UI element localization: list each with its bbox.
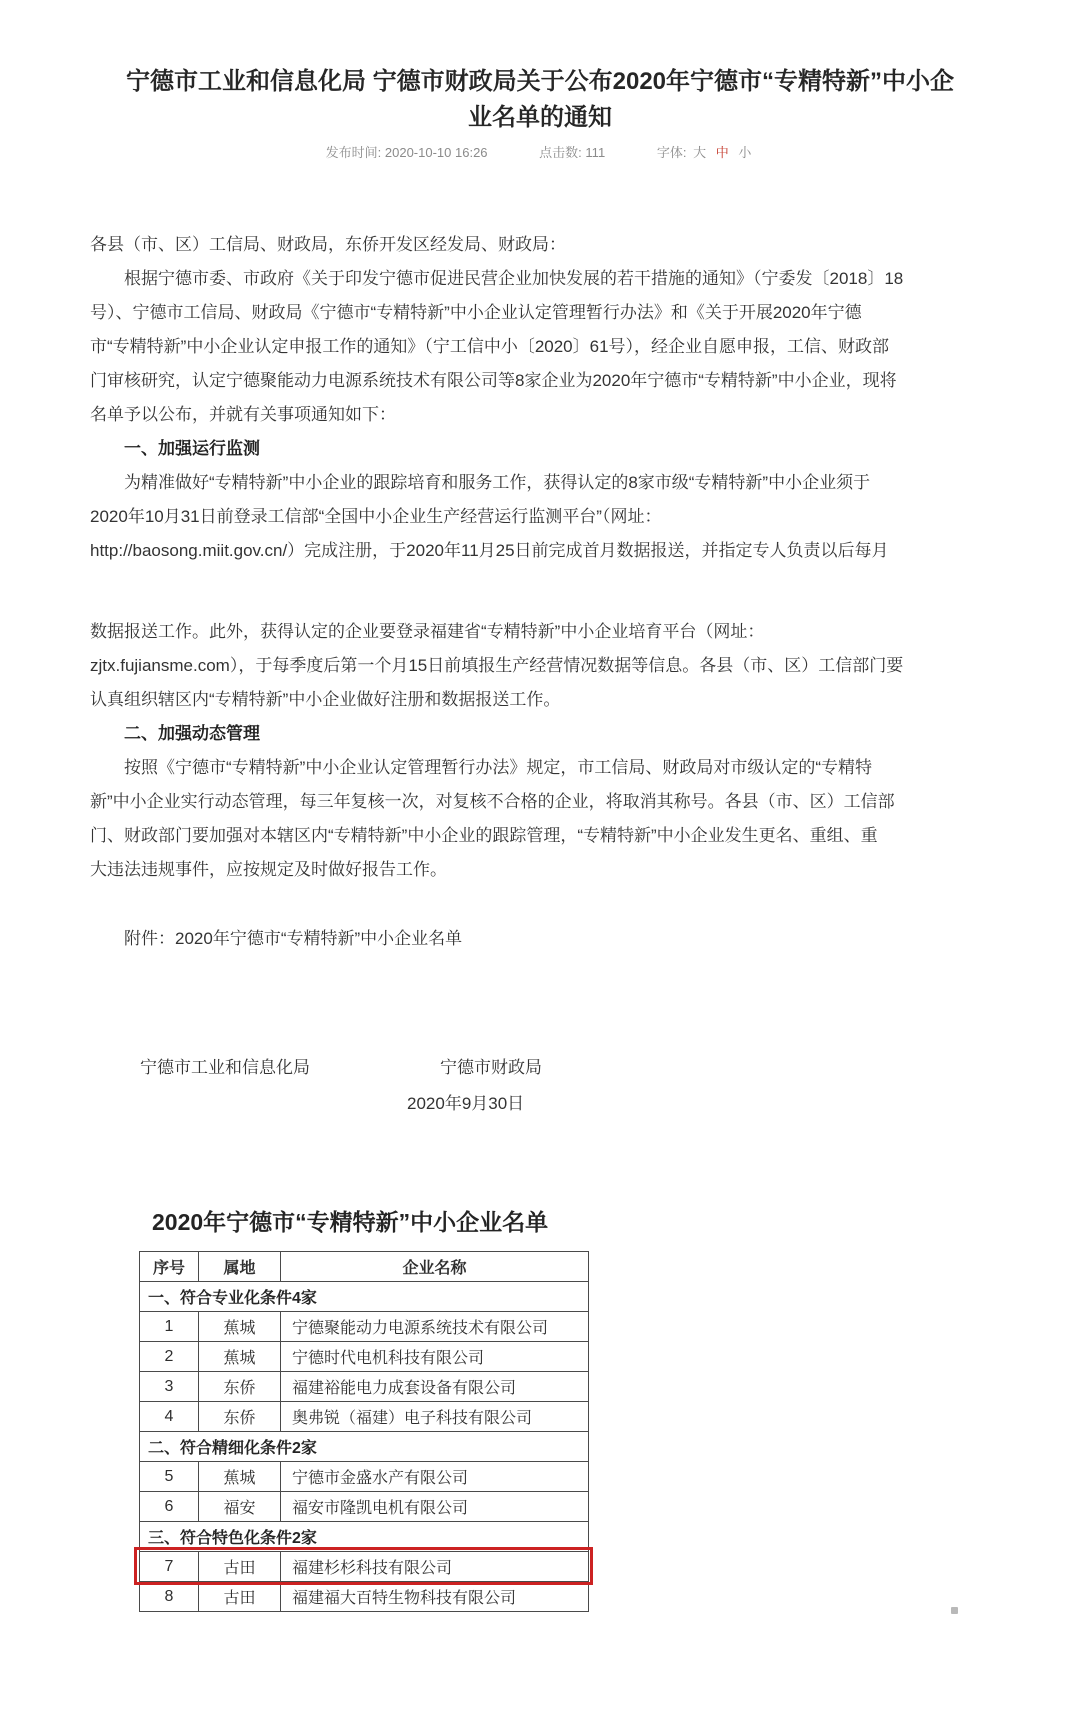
font-size-large[interactable]: 大	[693, 145, 707, 160]
cell-company: 宁德市金盛水产有限公司	[281, 1462, 589, 1492]
cell-no: 7	[140, 1552, 199, 1582]
cell-region: 蕉城	[199, 1342, 281, 1372]
cell-company: 福建裕能电力成套设备有限公司	[281, 1372, 589, 1402]
cell-company: 奥弗锐（福建）电子科技有限公司	[281, 1402, 589, 1432]
meta-bar	[0, 142, 1080, 161]
publish-time: 发布时间: 2020-10-10 16:26	[325, 145, 488, 160]
table-row	[140, 1462, 589, 1492]
body-line: 2020年10月31日前登录工信部“全国中小企业生产经营运行监测平台”（网址：	[90, 507, 662, 526]
cell-region: 古田	[199, 1582, 281, 1612]
body-line: 门审核研究，认定宁德聚能动力电源系统技术有限公司等8家企业为2020年宁德市“专精特新”中小企业，现将	[90, 371, 897, 390]
font-size-medium[interactable]: 中	[715, 145, 729, 160]
company-table	[139, 1251, 589, 1612]
issuer-org-2: 宁德市财政局	[440, 1058, 542, 1077]
table-header-row	[140, 1252, 589, 1282]
table-section-row-1: 一、符合专业化条件4家	[140, 1282, 589, 1312]
table-row	[140, 1492, 589, 1522]
table-section-row-3: 三、符合特色化条件2家	[140, 1522, 589, 1552]
section-heading-1: 一、加强运行监测	[124, 439, 260, 458]
issue-date: 2020年9月30日	[407, 1094, 525, 1113]
font-size-control: 字体: 大 中 小	[656, 145, 752, 160]
issuer-org-1: 宁德市工业和信息化局	[140, 1058, 310, 1077]
notice-body	[90, 228, 938, 956]
table-row	[140, 1582, 589, 1612]
col-header-company: 企业名称	[281, 1252, 589, 1282]
table-row	[140, 1342, 589, 1372]
col-header-region: 属地	[199, 1252, 281, 1282]
col-header-no: 序号	[140, 1252, 199, 1282]
notice-title	[0, 64, 1080, 136]
cell-region: 福安	[199, 1492, 281, 1522]
attachment-reference: 附件：2020年宁德市“专精特新”中小企业名单	[124, 929, 463, 948]
cell-no: 2	[140, 1342, 199, 1372]
cell-region: 东侨	[199, 1402, 281, 1432]
hit-count: 点击数: 111	[539, 145, 606, 160]
body-line: 数据报送工作。此外，获得认定的企业要登录福建省“专精特新”中小企业培育平台（网址：	[90, 622, 765, 641]
table-row	[140, 1372, 589, 1402]
body-line: 认真组织辖区内“专精特新”中小企业做好注册和数据报送工作。	[90, 690, 561, 709]
table-row-highlighted	[140, 1552, 589, 1582]
body-line: 根据宁德市委、市政府《关于印发宁德市促进民营企业加快发展的若干措施的通知》（宁委发〔2018〕18	[124, 269, 904, 288]
cell-company: 宁德时代电机科技有限公司	[281, 1342, 589, 1372]
cell-region: 古田	[199, 1552, 281, 1582]
stray-dot	[951, 1607, 958, 1614]
cell-no: 3	[140, 1372, 199, 1402]
cell-region: 蕉城	[199, 1312, 281, 1342]
cell-company: 福建福大百特生物科技有限公司	[281, 1582, 589, 1612]
attachment-table-title: 2020年宁德市“专精特新”中小企业名单	[152, 1209, 549, 1235]
table-row	[140, 1402, 589, 1432]
body-line: 新”中小企业实行动态管理，每三年复核一次，对复核不合格的企业，将取消其称号。各县（市、区）工信部	[90, 792, 895, 811]
font-size-small[interactable]: 小	[738, 145, 752, 160]
notice-title-line2: 业名单的通知	[468, 104, 612, 131]
table-row	[140, 1312, 589, 1342]
body-line: 市“专精特新”中小企业认定申报工作的通知》（宁工信中小〔2020〕61号），经企业自愿申报，工信、财政部	[90, 337, 890, 356]
body-line: 各县（市、区）工信局、财政局，东侨开发区经发局、财政局：	[90, 235, 566, 254]
company-table-wrap	[139, 1251, 588, 1612]
table-section-row-2: 二、符合精细化条件2家	[140, 1432, 589, 1462]
body-line: 号）、宁德市工信局、财政局《宁德市“专精特新”中小企业认定管理暂行办法》和《关于开展2020年宁德	[90, 303, 862, 322]
cell-company: 福安市隆凯电机有限公司	[281, 1492, 589, 1522]
cell-company: 福建杉杉科技有限公司	[281, 1552, 589, 1582]
notice-title-line1: 宁德市工业和信息化局 宁德市财政局关于公布2020年宁德市“专精特新”中小企	[125, 68, 955, 95]
cell-no: 8	[140, 1582, 199, 1612]
body-line: 按照《宁德市“专精特新”中小企业认定管理暂行办法》规定，市工信局、财政局对市级认定的“专精特	[124, 758, 872, 777]
cell-no: 4	[140, 1402, 199, 1432]
cell-region: 东侨	[199, 1372, 281, 1402]
cell-company: 宁德聚能动力电源系统技术有限公司	[281, 1312, 589, 1342]
section-heading-2: 二、加强动态管理	[124, 724, 260, 743]
body-line: 大违法违规事件，应按规定及时做好报告工作。	[90, 860, 447, 879]
cell-region: 蕉城	[199, 1462, 281, 1492]
body-line: 为精准做好“专精特新”中小企业的跟踪培育和服务工作，获得认定的8家市级“专精特新”中小企业须于	[124, 473, 871, 492]
body-line: 门、财政部门要加强对本辖区内“专精特新”中小企业的跟踪管理，“专精特新”中小企业发生更名、重组、重	[90, 826, 878, 845]
cell-no: 1	[140, 1312, 199, 1342]
cell-no: 6	[140, 1492, 199, 1522]
body-line: zjtx.fujiansme.com），于每季度后第一个月15日前填报生产经营情况数据等信息。各县（市、区）工信部门要	[90, 656, 904, 675]
body-line: http://baosong.miit.gov.cn/）完成注册，于2020年11月25日前完成首月数据报送，并指定专人负责以后每月	[90, 541, 889, 560]
cell-no: 5	[140, 1462, 199, 1492]
body-line: 名单予以公布，并就有关事项通知如下：	[90, 405, 396, 424]
